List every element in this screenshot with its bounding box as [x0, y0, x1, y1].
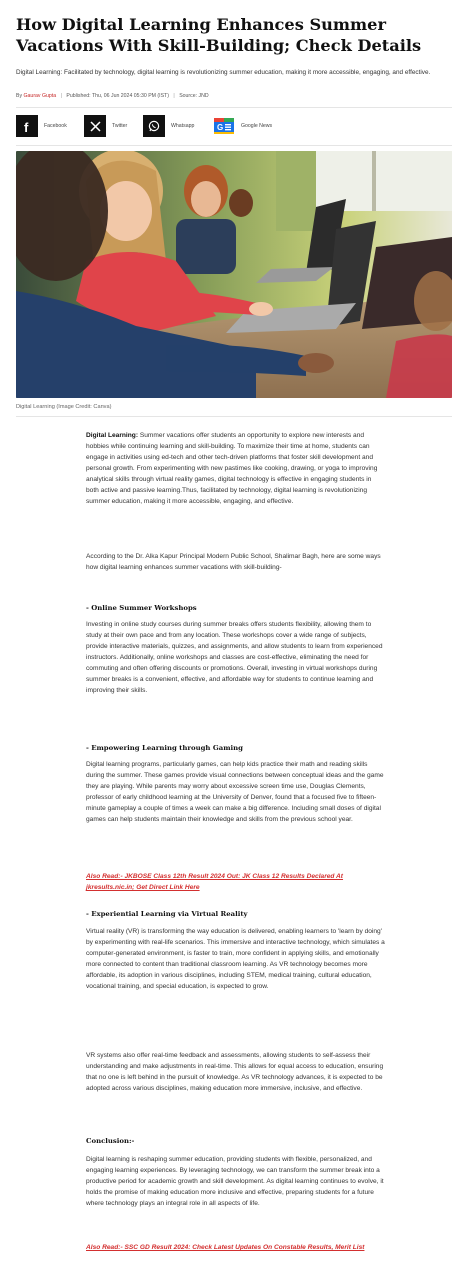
- quote-intro-paragraph: According to the Dr. Alka Kapur Principal Modern Public School, Shalimar Bagh, here are some ways how digital learning enhances summer vacations with skill-building-: [86, 553, 381, 571]
- x-twitter-icon: [84, 115, 106, 137]
- byline-by: By: [16, 93, 23, 99]
- byline-separator: |: [60, 93, 62, 99]
- vr-paragraph-1: Virtual reality (VR) is transforming the way education is delivered, enabling learners to 'learn by doing' by experimenting with real-life scenarios. This immersive and interactive technology, which simulates a computer-generated environment, is faster to train, more confident in applying skills, and emotionally more connected to content than traditional classroom learning. As VR technology becomes more affordable, its adoption in various disciplines, including STEM, medical training, cultural education, vocational training, and special education, is expected to grow.: [86, 928, 385, 990]
- heading-conclusion: Conclusion:-: [86, 1137, 135, 1145]
- share-facebook-label: Facebook: [44, 123, 67, 129]
- whatsapp-icon: [143, 115, 165, 137]
- image-caption: Digital Learning (Image Credit: Canva): [16, 404, 112, 410]
- heading-online-workshops: - Online Summer Workshops: [86, 604, 197, 612]
- article-hero-image: [16, 151, 452, 398]
- byline: [16, 92, 456, 100]
- share-google-news-button[interactable]: [213, 114, 272, 138]
- gaming-paragraph: Digital learning programs, particularly games, can help kids practice their math and reading skills during the summer. These games provide visual connections between conceptual ideas and the game they are playing. While parents may worry about excessive screen time use, Douglas Clements, professor of early childhood learning at the University of Denver, found that a focused five to fifteen-minute gameplay a couple of times a week can make a big difference. Including small doses of digital games can help students maintain their knowledge and skills from the previous school year.: [86, 761, 384, 823]
- author-link[interactable]: Gaurav Gupta: [23, 93, 57, 99]
- facebook-icon: [16, 115, 38, 137]
- divider: [16, 145, 452, 146]
- intro-text: Summer vacations offer students an opportunity to explore new interests and hobbies while continuing learning and skill-building. To maximize their time at home, students can engage in activities using ed-tech and other tech-driven platforms that foster skill development and personal growth. From experimenting with new pastimes like cooking, drawing, or yoga to improving analytical skills through virtual reality games, digital technology is effective in engaging students in both active and passive learning.Thus, facilitated by technology, digital learning is revolutionizing summer education, making it more accessible, engaging, and effective.: [86, 432, 378, 505]
- workshops-paragraph: Investing in online study courses during summer breaks offers students flexibility, allowing them to study at their own pace and from any location. These workshops cover a wide range of subjects, provide interactive materials, quizzes, and assignments, and allow students to learn from experienced instructors. Additionally, online workshops and classes are cost-effective, eliminating the need for commuting and often offering discounts or promotions. Overall, investing in virtual workshops during summer breaks is a convenient, effective, and affordable way for students to continue learning and improving their skills.: [86, 621, 383, 694]
- read-also-link-ssc-gd[interactable]: Also Read:- SSC GD Result 2024: Check Latest Updates On Constable Results, Merit List: [86, 1244, 365, 1251]
- published-date: Published: Thu, 06 Jun 2024 05:30 PM (IST): [66, 93, 169, 99]
- divider: [16, 416, 452, 417]
- svg-text:f: f: [24, 119, 29, 133]
- intro-lead: Digital Learning:: [86, 432, 139, 439]
- article-title: How Digital Learning Enhances Summer Vacations With Skill-Building; Check Details: [16, 15, 422, 55]
- share-whatsapp-label: Whatsapp: [171, 123, 195, 129]
- vr-paragraph-2: VR systems also offer real-time feedback and assessments, allowing students to self-assess their understanding and make adjustments in real-time. This allows for equal access to education, ensuring that no one is left behind in the pursuit of knowledge. As VR technology advances, it is expected to be adopted across various disciplines, making education more immersive, inclusive, and effective.: [86, 1052, 384, 1092]
- heading-virtual-reality: - Experiential Learning via Virtual Reality: [86, 910, 248, 918]
- share-whatsapp-button[interactable]: [143, 114, 194, 138]
- conclusion-paragraph: Digital learning is reshaping summer education, providing students with flexible, personalized, and engaging learning experiences. By leveraging technology, we can transform the summer break into a productive period for academic growth and skill development. As digital learning continues to evolve, it holds the promise of making education more inclusive and effective, preparing students for a future where technology plays an integral role in all aspects of life.: [86, 1156, 384, 1207]
- divider: [16, 107, 452, 108]
- google-news-icon: [213, 115, 235, 137]
- share-twitter-label: Twitter: [112, 123, 128, 129]
- intro-paragraph: [86, 430, 386, 507]
- article-source: Source: JND: [179, 93, 209, 99]
- share-twitter-button[interactable]: [84, 114, 127, 138]
- article-lede: Digital Learning: Facilitated by technology, digital learning is revolutionizing summer education, making it more accessible, engaging, and effective.: [16, 69, 431, 76]
- svg-text:G: G: [217, 123, 224, 132]
- share-google-news-label: Google News: [241, 123, 273, 129]
- read-also-link-jkbose[interactable]: Also Read:- JKBOSE Class 12th Result 2024 Out: JK Class 12 Results Declared At jkresults.nic.in; Get Direct Link Here: [86, 873, 344, 891]
- share-facebook-button[interactable]: [16, 114, 67, 138]
- byline-separator: |: [173, 93, 175, 99]
- heading-gaming: - Empowering Learning through Gaming: [86, 744, 243, 752]
